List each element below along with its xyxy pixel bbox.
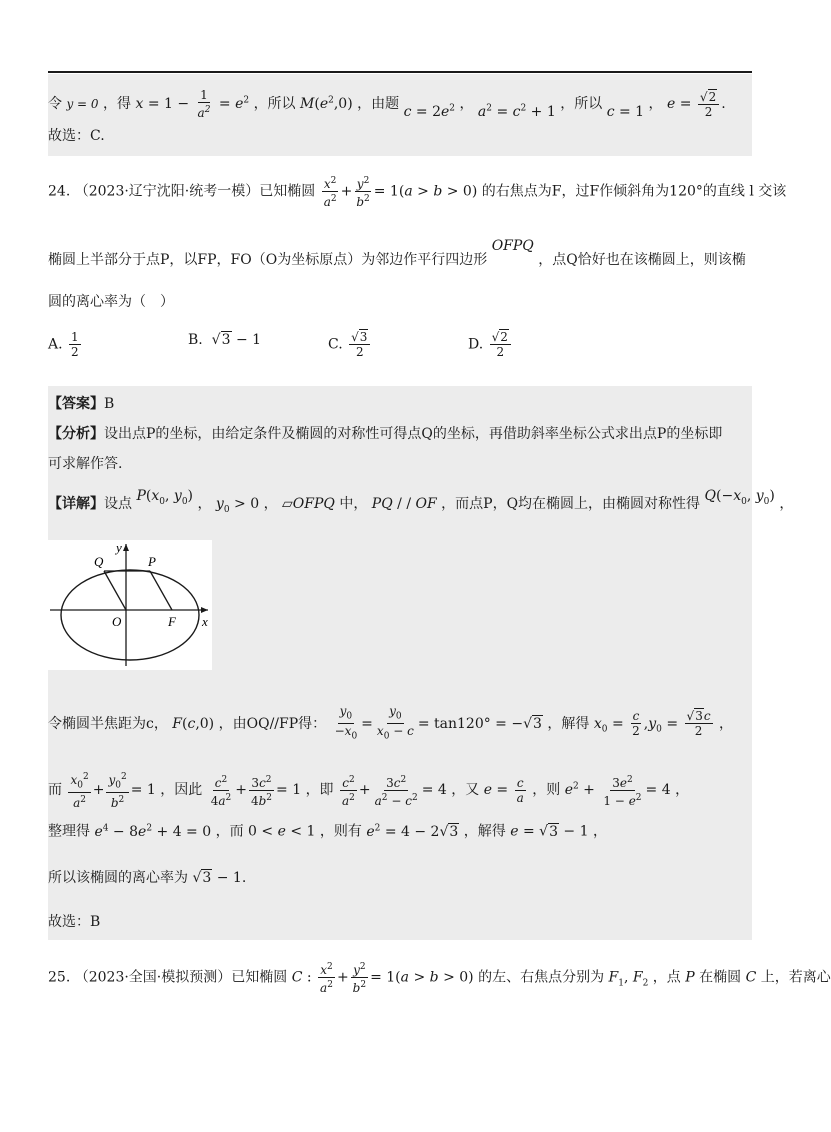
point-p-label: P	[148, 554, 156, 569]
q25-line1: 25. （2023·全国·模拟预测）已知椭圆 C : $\frac{x^2}{a^2}$ + $\frac{y^2}{b^2}$ = 1(a > b > 0) 的左、右焦点分别为 $F_1$, $F_2$ ，点 P 在椭圆 C 上，若离心	[48, 962, 831, 995]
q24-line2: 椭圆上半部分于点P，以FP，FO（O为坐标原点）为邻边作平行四边形 OFPQ ，点Q恰好也在该椭圆上，则该椭	[48, 238, 746, 268]
x-axis-label: x	[202, 614, 208, 629]
answer-line: 【答案】B	[48, 396, 115, 412]
q24-number: 24.	[48, 183, 71, 200]
q25-source: （2023·全国·模拟预测）已知椭圆	[74, 969, 288, 986]
point-q-label: Q	[94, 554, 104, 569]
detail-line2: 令椭圆半焦距为c， F(c,0) ，由OQ//FP得： $\frac{y_0}{-x_0}$ = $\frac{y_0}{x_0 - c}$ = tan120° = −√3 ，解得 $x_0$ = $\frac{c}{2}$ $,y_0$ = $\frac{√3c}{2}$ ，	[48, 704, 734, 742]
analysis-line1: 【分析】设出点P的坐标，由给定条件及椭圆的对称性可得点Q的坐标，再借助斜率坐标公式求出点P的坐标即	[48, 426, 723, 442]
option-b[interactable]: B. √3 − 1	[188, 332, 262, 348]
header-rule	[48, 71, 752, 73]
q24-source: （2023·辽宁沈阳·统考一模）已知椭圆	[74, 183, 316, 200]
option-c[interactable]: C. $\frac{√3}{2}$	[328, 330, 372, 359]
option-a[interactable]: A. $\frac{1}{2}$	[48, 330, 79, 359]
diagram-background	[48, 540, 212, 670]
point-f-label: F	[168, 614, 176, 629]
detail-line1: 【详解】设点 $P(x_0$, $y_0$) ， $y_0 > 0$ ， ▱OFPQ 中， PQ / / OF ，而点P，Q均在椭圆上，由椭圆对称性得 $Q(-x_0$, $y_0$) ，	[48, 488, 794, 515]
q24-line1: 24. （2023·辽宁沈阳·统考一模）已知椭圆 $\frac{x^2}{a^2}$ + $\frac{y^2}{b^2}$ = 1(a > b > 0) 的右焦点为F，过F作倾斜角为120°的直线 l 交该	[48, 176, 787, 209]
option-d[interactable]: D. $\frac{√2}{2}$	[468, 330, 513, 359]
prev-solution-line: 令 y = 0 ，得 x = 1 − $\frac{1}{a^2}$ = $e^2$ ，所以 $M(e^2,0)$ ，由题 $c = 2e^2$ ， $a^2 = c^2 + 1$ ，所以 c = 1 ， e = $\frac{√2}{2}$ .	[48, 88, 726, 120]
y-axis-label: y	[116, 540, 122, 555]
detail-choose: 故选：B	[48, 914, 101, 930]
detail-line3: 而 $\frac{x_0^2}{a^2}$ + $\frac{y_0^2}{b^2}$ = 1 ，因此 $\frac{c^2}{4a^2}$ + $\frac{3c^2}{4b^2}$ = 1 ，即 $\frac{c^2}{a^2}$ + $\frac{3c^2}{a^2 - c^2}$ = 4 ，又 e = $\frac{c}{a}$ ，则 $e^2$ + $\frac{3e^2}{1 - e^2}$ = 4 ，	[48, 772, 690, 811]
detail-line4: 整理得 $e^4 - 8e^2 + 4 = 0$ ，而 0 < e < 1 ，则有 $e^2 = 4 - 2√3$ ，解得 e = √3 − 1 ，	[48, 823, 607, 840]
origin-label: O	[112, 614, 122, 629]
analysis-line2: 可求解作答.	[48, 456, 123, 472]
ellipse-diagram	[48, 540, 212, 670]
q24-line3: 圆的离心率为（ ）	[48, 294, 174, 310]
q25-number: 25.	[48, 969, 71, 986]
detail-line5: 所以该椭圆的离心率为 √3 − 1.	[48, 870, 247, 886]
prev-choose: 故选：C.	[48, 128, 105, 144]
